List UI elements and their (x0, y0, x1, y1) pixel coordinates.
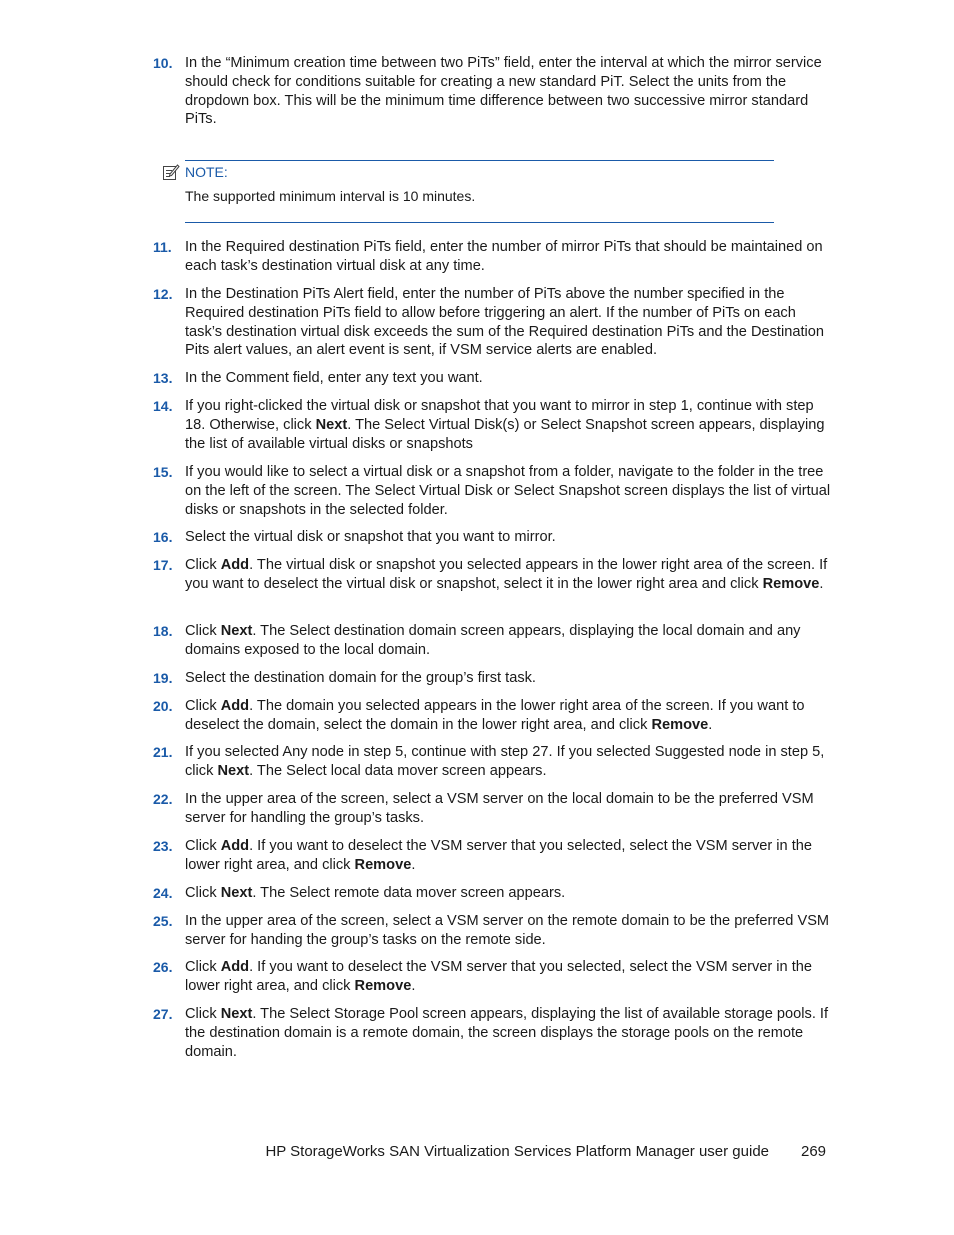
step-item (153, 884, 833, 903)
step-number: 10. (153, 55, 173, 71)
step-item (153, 622, 833, 660)
step-number: 16. (153, 529, 173, 545)
step-text: Click Add. If you want to deselect the VSM server that you selected, select the VSM server in the lower right area, and click Remove. (185, 959, 813, 994)
step-item (153, 54, 833, 129)
step-number: 12. (153, 286, 173, 302)
step-item (153, 958, 833, 996)
step-text: In the upper area of the screen, select a VSM server on the local domain to be the preferred VSM server for handling the group’s tasks. (185, 791, 814, 826)
step-number: 20. (153, 698, 173, 714)
step-number: 27. (153, 1006, 173, 1022)
step-text: Select the destination domain for the group’s first task. (185, 670, 536, 686)
step-text: Click Next. The Select destination domain screen appears, displaying the local domain and any domains exposed to the local domain. (185, 623, 801, 658)
step-text: If you selected Any node in step 5, continue with step 27. If you selected Suggested node in step 5, click Next. The Select local data mover screen appears. (185, 744, 825, 779)
step-item (153, 556, 833, 594)
step-text: In the upper area of the screen, select a VSM server on the remote domain to be the preferred VSM server for handing the group’s tasks on the remote side. (185, 913, 830, 948)
step-number: 17. (153, 557, 173, 573)
step-item (153, 528, 833, 547)
note-label: NOTE: (185, 164, 228, 180)
step-number: 24. (153, 885, 173, 901)
step-number: 26. (153, 959, 173, 975)
step-text: In the Destination PiTs Alert field, enter the number of PiTs above the number specified in the Required destination PiTs field to allow before triggering an alert. If the number of PiTs on each task’s destination virtual disk exceeds the sum of the Required destination PiTs and the Destination Pits alert values, an alert event is sent, if VSM service alerts are enabled. (185, 286, 824, 359)
step-text: In the Comment field, enter any text you want. (185, 370, 483, 386)
note-text: The supported minimum interval is 10 minutes. (185, 188, 476, 204)
step-number: 13. (153, 370, 173, 386)
step-item (153, 238, 833, 276)
step-number: 14. (153, 398, 173, 414)
note-top-rule (185, 160, 774, 161)
step-item (153, 790, 833, 828)
step-text: If you right-clicked the virtual disk or snapshot that you want to mirror in step 1, continue with step 18. Otherwise, click Next. The Select Virtual Disk(s) or Select Snapshot screen appears, displaying the list of available virtual disks or snapshots (185, 398, 825, 452)
step-item (153, 743, 833, 781)
step-item (153, 1005, 833, 1061)
step-number: 22. (153, 791, 173, 807)
footer-page-number: 269 (801, 1143, 827, 1160)
step-item (153, 397, 833, 453)
step-text: In the Required destination PiTs field, enter the number of mirror PiTs that should be maintained on each task’s destination virtual disk at any time. (185, 239, 823, 274)
step-text: If you would like to select a virtual disk or a snapshot from a folder, navigate to the folder in the tree on the left of the screen. The Select Virtual Disk or Select Snapshot screen displays the list of virtual disks or snapshots in the selected folder. (185, 464, 831, 518)
step-number: 23. (153, 838, 173, 854)
step-item (153, 837, 833, 875)
step-text: Click Add. If you want to deselect the VSM server that you selected, select the VSM server in the lower right area, and click Remove. (185, 838, 813, 873)
step-text: Click Add. The virtual disk or snapshot you selected appears in the lower right area of the screen. If you want to deselect the virtual disk or snapshot, select it in the lower right area and click Remove. (185, 557, 828, 592)
step-number: 11. (153, 239, 172, 255)
step-item (153, 463, 833, 519)
step-item (153, 912, 833, 950)
step-item (153, 285, 833, 360)
step-text: Click Add. The domain you selected appears in the lower right area of the screen. If you want to deselect the domain, select the domain in the lower right area, and click Remove. (185, 698, 805, 733)
step-number: 25. (153, 913, 173, 929)
footer-document-title: HP StorageWorks SAN Virtualization Services Platform Manager user guide (265, 1143, 769, 1160)
note-bottom-rule (185, 222, 774, 223)
step-text: Click Next. The Select Storage Pool screen appears, displaying the list of available storage pools. If the destination domain is a remote domain, the screen displays the storage pools on the remote domain. (185, 1006, 829, 1060)
note-pencil-icon (162, 163, 180, 181)
step-number: 21. (153, 744, 173, 760)
note-box (160, 160, 774, 223)
step-number: 15. (153, 464, 173, 480)
step-text: Click Next. The Select remote data mover screen appears. (185, 885, 566, 901)
step-text: Select the virtual disk or snapshot that you want to mirror. (185, 529, 556, 545)
step-text: In the “Minimum creation time between two PiTs” field, enter the interval at which the mirror service should check for conditions suitable for creating a new standard PiT. Select the units from the dropdown box. This will be the minimum time difference between two successive mirror standard PiTs. (185, 55, 822, 128)
step-number: 19. (153, 670, 173, 686)
step-item (153, 369, 833, 388)
step-item (153, 669, 833, 688)
step-number: 18. (153, 623, 173, 639)
step-item (153, 697, 833, 735)
